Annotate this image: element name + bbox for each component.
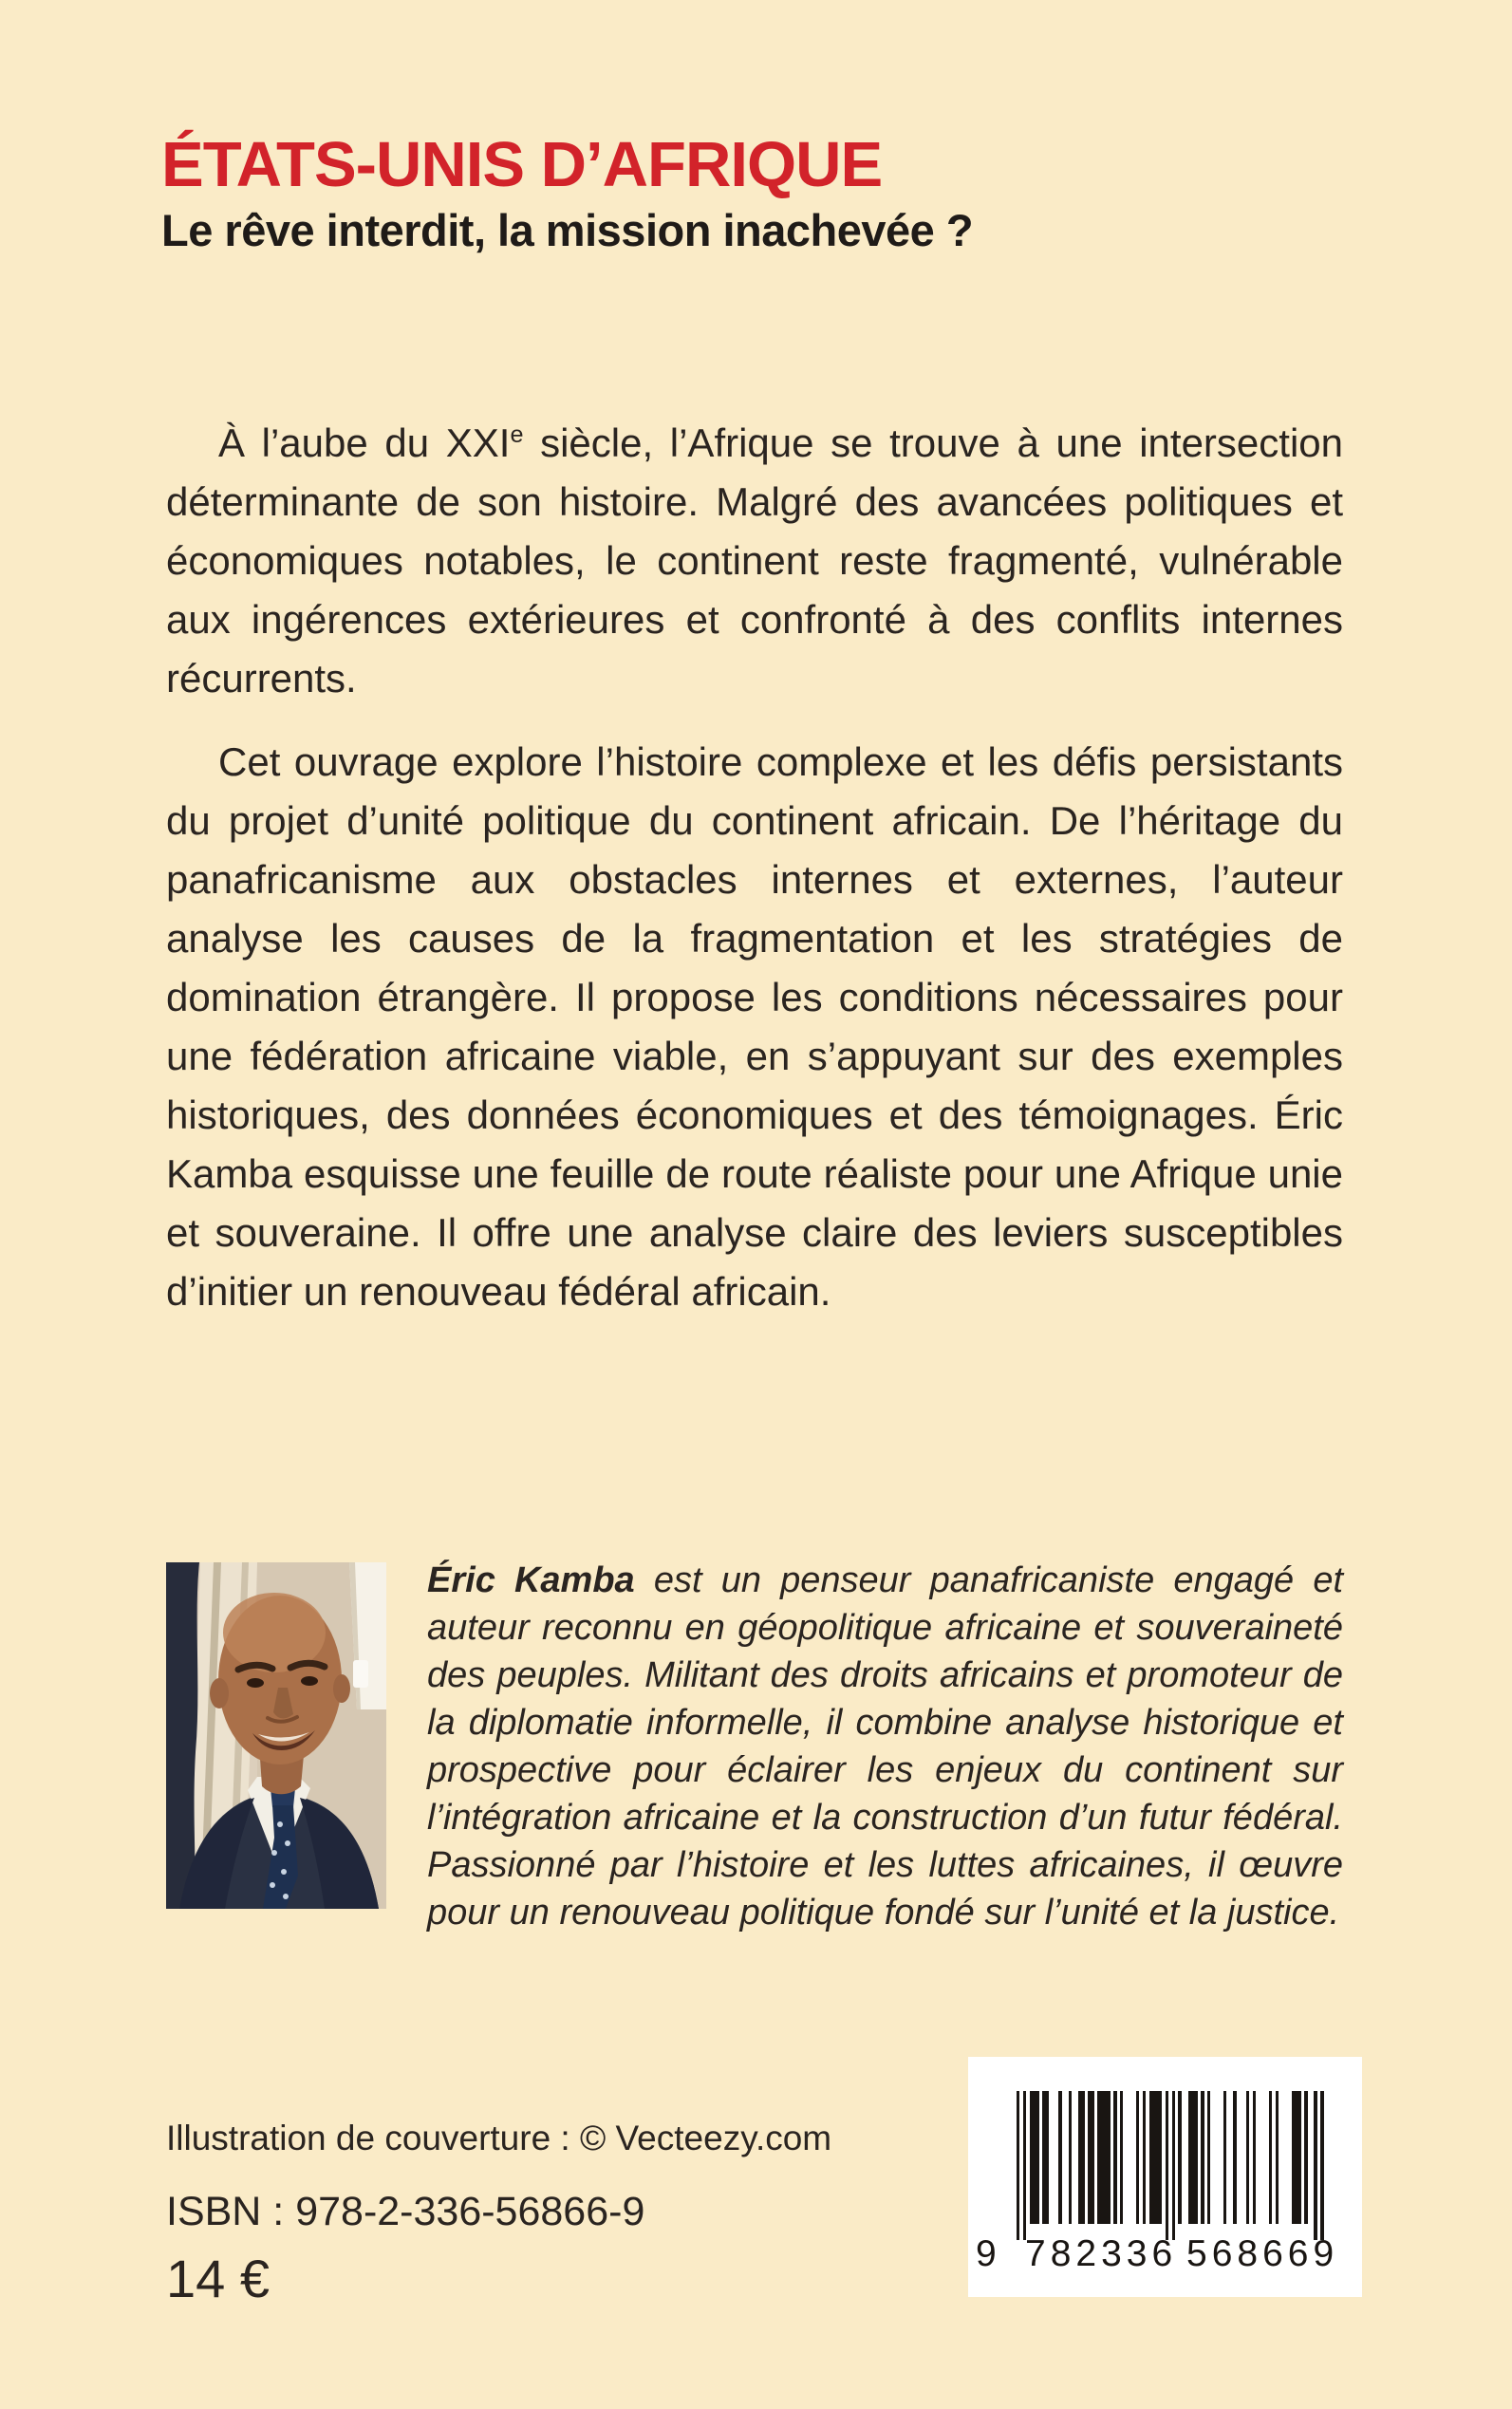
author-portrait-illustration <box>166 1562 386 1909</box>
author-bio-section <box>166 1557 1343 1936</box>
author-name: Éric Kamba <box>427 1560 635 1600</box>
synopsis-paragraph-2: Cet ouvrage explore l’histoire complexe et les défis persistants du projet d’unité politique du continent africain. De l’héritage du panafricanisme aux obstacles internes et externes, l’auteur analyse les causes de la fragmentation et les stratégies de domination étrangère. Il propose les conditions nécessaires pour une fédération africaine viable, en s’appuyant sur des exemples historiques, des données économiques et des témoignages. Éric Kamba esquisse une feuille de route réaliste pour une Afrique unie et souveraine. Il offre une analyse claire des leviers susceptibles d’initier un renouveau fédéral africain. <box>166 739 1343 1314</box>
price: 14 € <box>166 2249 270 2308</box>
book-subtitle: Le rêve interdit, la mission inachevée ? <box>161 205 974 255</box>
barcode-module <box>1320 2091 1323 2240</box>
author-bio-body: est un penseur panafricaniste engagé et auteur reconnu en géopolitique africaine et souveraineté des peuples. Militant des droits africains et promoteur de la diplomatie informelle, il combine analyse historique et prospective pour éclairer les enjeux du continent sur l’intégration africaine et la construction d’un futur fédéral. Passionné par l’histoire et les luttes africaines, il œuvre pour un renouveau politique fondé sur l’unité et la justice. <box>427 1560 1344 1933</box>
barcode-digits-left: 782336 <box>1025 2233 1178 2274</box>
barcode-digits-right: 568669 <box>1186 2233 1339 2274</box>
book-title: ÉTATS-UNIS D’AFRIQUE <box>161 128 883 200</box>
author-photo <box>166 1562 386 1909</box>
barcode-bars <box>1017 2091 1324 2240</box>
century-superscript: e <box>510 421 524 448</box>
synopsis-paragraph-1 <box>166 414 1343 708</box>
author-bio-text <box>427 1557 1343 1936</box>
isbn-number: ISBN : 978-2-336-56866-9 <box>166 2189 645 2234</box>
synopsis-p1-text-cont: siècle, l’Afrique se trouve à une intersection déterminante de son histoire. Malgré des avancées politiques et économiques notables, le continent reste fragmenté, vulnérable aux ingérences extérieures et confronté à des conflits internes récurrents. <box>166 420 1343 700</box>
synopsis-p1-text: À l’aube du XXI <box>218 420 511 465</box>
cover-illustration-credit: Illustration de couverture : © Vecteezy.com <box>166 2119 832 2157</box>
synopsis <box>166 414 1343 1346</box>
barcode-digit-system: 9 <box>976 2233 997 2274</box>
